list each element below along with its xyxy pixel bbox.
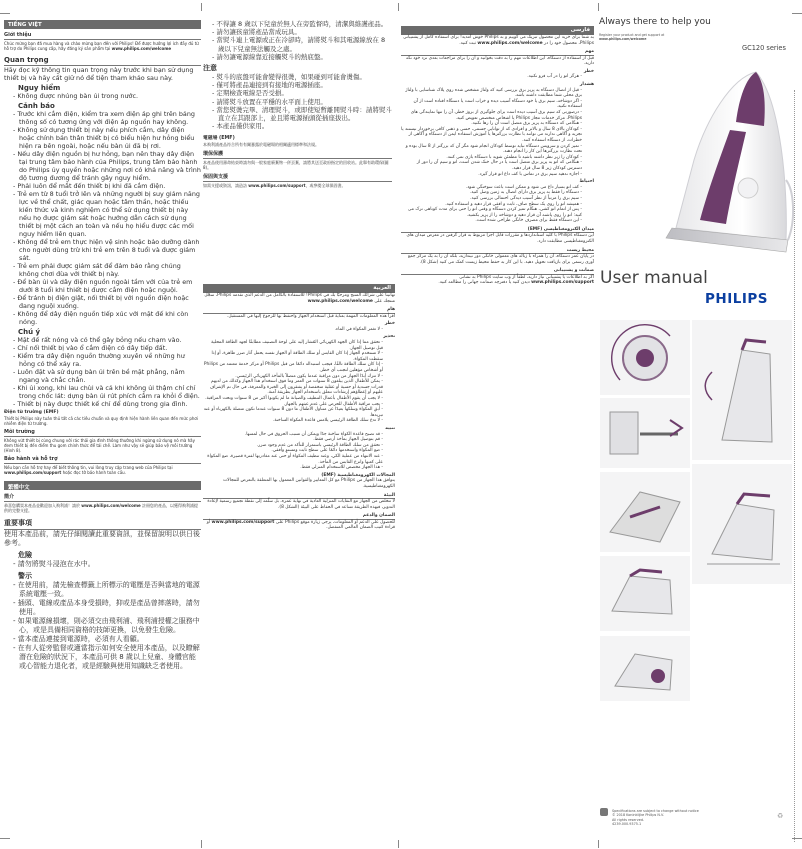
language-bar-vietnamese: TIẾNG VIỆT xyxy=(4,20,201,29)
list-item: - لا يجب أن يقوم الأطفال بأعمال التنظيف والصيانة ما لم يكونوا أكبر من 8 سنوات وتحت المراقبة. xyxy=(203,396,383,402)
warning-title: Cảnh báo xyxy=(18,102,55,110)
list-item: - اگر دوشاخه، سیم برق یا خود دستگاه آسیب دیده و خراب است یا دستگاه افتاده است از آن استفاده نکنید. xyxy=(401,99,582,110)
list-item: - قم بتوصيل الجهاز بمأخذ أرضي فقط. xyxy=(203,437,383,443)
list-item: - 請勿讓電源線靠近接觸熨斗的熱底盤。 xyxy=(218,53,392,61)
environment-heading-zh: 環保保護 xyxy=(203,150,392,159)
list-item: - Thiết bị này được thiết kế chỉ để dùng trong gia đình. xyxy=(19,400,201,408)
list-item: - 如果電源線損壞，則必須交由飛利浦、飛利浦授權之服務中心，或是具備相同資格的技師更換，以免發生危險。 xyxy=(19,617,201,635)
important-heading-zh: 重要事項 xyxy=(4,518,201,530)
list-item: - Không để trẻ em thực hiện vệ sinh hoặc bảo dưỡng dành cho người dùng trừ khi trẻ em trên 8 tuổi và được giám sát. xyxy=(19,238,201,262)
column-persian xyxy=(401,26,594,546)
intro-text: Chúc mừng bạn đã mua hàng và chào mừng bạn đến với Philips! Để được hưởng lợi ích đầy đủ từ hỗ trợ do Philips cung cấp, hãy đăng ký sản phẩm tại www.philips.com/welcome xyxy=(4,41,199,51)
list-item: - 當本產品連接到電源時，必須有人看顧。 xyxy=(19,635,201,644)
list-item: - يجب مراقبة الأطفال للحرص على عدم عبثهم بالجهاز. xyxy=(203,402,383,408)
list-item: - Mặt đế rất nóng và có thể gây bỏng nếu chạm vào. xyxy=(19,336,201,344)
list-item: - لا تترك أبدًا الجهاز من دون مراقبة عندما يكون متصلاً بالمأخذ الكهربائي الرئيسي. xyxy=(203,374,383,380)
environment-text-ar: لا تتخلص من الجهاز مع النفايات المنزلية العادية في نهاية عمره، بل سلّمه إلى نقطة تجميع رسمية لإعادة التدوير، فبهذه الطريقة تساعد في الحفاظ على البيئة (الشكل 8). xyxy=(207,499,395,510)
list-item: - Trước khi cắm điện, kiểm tra xem điện áp ghi trên bảng thông số có tương ứng với điện áp nguồn hay không. xyxy=(19,110,201,126)
list-item: - لا تستخدم الجهاز إذا كان القابس أو سلك الطاقة أو الجهاز نفسه يحمل آثار ضرر ظاهرة، أو إذا سقطت المكواة. xyxy=(203,351,383,362)
important-heading-ar: هام xyxy=(203,307,395,314)
caution-list-zh xyxy=(203,73,392,130)
language-bar-chinese: 繁體中文 xyxy=(4,481,201,490)
list-item: - هنگامی که اتو به پریز برق متصل است یا در حال خنک شدن است، اتو و سیم آن را دور از دسترس کودکان زیر 8 سال قرار دهید. xyxy=(401,160,582,171)
emf-text: Thiết bị Philips này tuân thủ tất cả các tiêu chuẩn và quy định hiện hành liên quan đến mức phơi nhiễm điện từ trường. xyxy=(4,416,198,426)
environment-heading-ar: البيئة xyxy=(203,493,395,500)
guarantee-text-fa: اگر به اطلاعات یا پشتیبانی نیاز دارید، لطفاً از وب سایت Philips به نشانی www.philips.com/support دیدن کنید یا دفترچه ضمانت جهانی را مطالعه کنید. xyxy=(438,274,594,286)
list-item: - لا تغمر المكواة في الماء. xyxy=(203,327,383,333)
column-vietnamese xyxy=(4,20,201,846)
environment-heading: Môi trường xyxy=(4,429,201,437)
danger-title-fa: خطر xyxy=(583,68,594,74)
list-item: - 僅可將產品連接到有接地的電源插座。 xyxy=(218,81,392,89)
environment-text-zh: 本產品使用壽命結束時請勿與一般家庭廢棄物一併丟棄，請將其送至政府指定的回收站。此舉有助環保(圖 8)。 xyxy=(203,160,389,171)
list-item: - 當您熨燙完畢、清理熨斗，或即使短暫離開熨斗時：請將熨斗直立在其跟部上，並且將電源插頭從插座拔出。 xyxy=(218,106,392,122)
list-item: - 本產品僅供家用。 xyxy=(218,122,392,130)
crop-mark xyxy=(398,3,399,11)
guarantee-text: Nếu bạn cần hỗ trợ hay để biết thông tin, vui lòng truy cập trang web của Philips tại www.philips.com/support hoặc đọc tờ bảo hành toàn cầu. xyxy=(4,465,173,475)
guarantee-heading-ar: الضمان والدعم xyxy=(203,513,395,520)
list-item: - 不得讓 8 歲以下兒童於無人在旁監督時，清潔與維護產品。 xyxy=(218,20,392,28)
warning-list-zh xyxy=(4,581,201,671)
crop-mark xyxy=(201,3,202,11)
warning-list xyxy=(4,110,201,326)
list-item: - کودکان را زیر نظر داشته باشید تا مطمئن شوید با دستگاه بازی نمی کنند. xyxy=(401,155,582,161)
important-text-zh: 使用本產品前，請先仔細閱讀此重要資訊，並保留說明以供日後參考。 xyxy=(4,530,200,547)
list-item: - قبل از اتصال دستگاه به پریز برق بررسی کنید که ولتاژ مشخص شده روی پلاک شناسایی با ولتاژ برق محلی شما مطابقت داشته باشد. xyxy=(401,88,582,99)
caution-title: Chú ý xyxy=(18,328,41,336)
list-item: - Không được nhúng bàn ủi trong nước. xyxy=(19,92,201,100)
list-item: - Trẻ em phải được giám sát để đảm bảo rằng chúng không chơi đùa với thiết bị này. xyxy=(19,262,201,278)
crop-mark xyxy=(792,13,802,14)
register-line: Register your product and get support at www.philips.com/welcome xyxy=(599,33,665,41)
warning-title-fa: هشدار xyxy=(579,82,594,88)
user-manual-title: User manual xyxy=(600,268,708,288)
list-item: - Để tránh bị điện giật, nối thiết bị với nguồn điện hoặc đang nguội xuống. xyxy=(19,294,201,310)
caution-title-zh: 注意 xyxy=(203,64,217,73)
list-item: - پس از اتمام اتو کشی، هنگام تمیز کردن دستگاه و وقتی اتو را حتی برای مدت کوتاهی ترک می کنید: اتو را روی پاشنه آن قرار دهید و دوشاخه را از پریز بکشید. xyxy=(401,207,582,218)
important-text-fa: قبل از استفاده از دستگاه، این اطلاعات مهم را به دقت بخوانید و آن را برای مراجعات بعدی نزد خود نگه دارید. xyxy=(405,55,594,67)
list-item: - Để bàn ủi và dây điện nguồn ngoài tầm với của trẻ em dưới 8 tuổi khi thiết bị được cắm điện hoặc nguội. xyxy=(19,278,201,294)
column-arabic xyxy=(203,284,395,764)
caution-title-fa: احتیاط xyxy=(579,179,594,185)
list-item: - 熨斗的底盤可能會變得很燙，如果碰到可能會燙傷。 xyxy=(218,73,392,81)
warning-list-fa xyxy=(401,88,594,178)
steam-iron-illustration xyxy=(636,60,796,255)
logo-mark-icon xyxy=(600,808,608,816)
danger-list xyxy=(4,92,201,100)
language-bar-persian: فارسی xyxy=(401,26,594,35)
emf-heading-ar: المجالات الكهرومغناطيسية (EMF) xyxy=(321,472,395,478)
list-item: - کودکان بالای 8 سال و بالاتر و افرادی که از توانایی جسمی، حسی و ذهنی کافی برخوردار نیستند یا تجربه و آگاهی ندارند می توانند با نظارت بزرگترها یا آموزش استفاده ایمن از دستگاه و آگاهی از خطرات، از دستگاه استفاده کنند. xyxy=(401,127,582,144)
language-bar-arabic: العربية xyxy=(203,284,395,293)
list-item: - Không sử dụng thiết bị này nếu phích cắm, dây điện hoặc chính bản thân thiết bị có biểu hiện hư hỏng biểu hiện ra bên ngoài, hoặc nếu bàn ủi đã bị rơi. xyxy=(19,126,201,150)
intro-heading-zh: 簡介 xyxy=(4,493,201,502)
list-item: - 請勿讓孩童將產品當成玩具。 xyxy=(218,28,392,36)
danger-title: Nguy hiểm xyxy=(18,84,61,92)
emf-heading: Điện từ trường (EMF) xyxy=(4,410,59,415)
list-item: - هنگامی که دستگاه به پریز برق متصل است آن را رها نکنید. xyxy=(401,121,582,127)
guarantee-text-ar: للحصول على الدعم أو المعلومات، يرجى زيارة موقع Philips على www.philips.com/support أو قراءة كتيب الضمان العالمي المنفصل. xyxy=(206,519,395,531)
important-text: Hãy đọc kỹ thông tin quan trọng này trước khi bạn sử dụng thiết bị và hãy cất giữ nó để tiện tham khảo sau này. xyxy=(4,66,194,82)
list-item: - عند الانتهاء من عملية الكي، وعند تنظيف المكواة أو حتى عند مغادرتها لفترة قصيرة، ضع المكواة على كعبها وانزع القابس من المأخذ. xyxy=(203,454,383,465)
list-item: - Trẻ em từ 8 tuổi trở lên và những người bị suy giảm năng lực về thể chất, giác quan hoặc tâm thần, hoặc thiếu kiến thức và kinh nghiệm có thể sử dụng thiết bị này nếu họ được giám sát hoặc hướng dẫn cách sử dụng thiết bị một cách an toàn và nếu họ hiểu được các mối nguy hiểm liên quan. xyxy=(19,190,201,238)
warning-title-ar: تحذير xyxy=(383,334,395,340)
specifications-note: Specifications are subject to change without notice © 2018 Koninklijke Philips N.V. All rights reserved. 4239.000.9375.1 xyxy=(612,809,699,826)
emf-text-ar: يتوافق هذا الجهاز من Philips مع كل المعايير والقوانين المعمول بها المتعلقة بالتعرض للمجالات الكهرومغناطيسية. xyxy=(222,478,395,489)
crop-mark xyxy=(201,840,202,848)
caution-list-fa xyxy=(401,185,594,224)
tagline: Always there to help you xyxy=(599,17,711,27)
list-item: - يمكن للأطفال الذين يبلغون 8 سنوات من العمر وما فوق استخدام هذا الجهاز وكذلك من لديهم قدرات جسدية أو حسية أو عقلية منخفضة أو يفتقرون إلى الخبرة والمعرفة، في حال تم الإشراف عليهم أو إعطاؤهم إرشادات تتعلق باستخدام الجهاز بطريقة آمنة. xyxy=(203,379,383,396)
emf-heading-fa: میدان الکترومغناطیسی (EMF) xyxy=(401,227,594,234)
figure-ironing-fabric xyxy=(600,472,690,552)
list-item: - هذا الجهاز مخصص للاستخدام المنزلي فقط. xyxy=(203,465,383,471)
list-item: - Luôn đặt và sử dụng bàn ủi trên bề mặt phẳng, nằm ngang và chắc chắn. xyxy=(19,368,201,384)
intro-text-ar: تهانينا على شرائك المنتج ومرحبًا بك في Philips! للاستفادة بالكامل من الدعم الذي تقدمه Philips، سجّل منتجك على www.philips.com/welcome xyxy=(204,293,395,304)
list-item: - ضع المكواة واستخدمها دائمًا على سطح ثابت ومستوٍ وأفقي. xyxy=(203,448,383,454)
list-item: - 定期檢查電線是否受損。 xyxy=(218,89,392,97)
important-text-ar: اقرأ هذه المعلومات المهمة بعناية قبل استخدام الجهاز واحتفظ بها للرجوع إليها في المستقبل. xyxy=(226,313,395,319)
guarantee-heading-fa: ضمانت و پشتیبانی xyxy=(401,268,594,275)
emf-heading-zh: 電磁場 (EMF) xyxy=(203,136,235,142)
guarantee-text-zh: 如需支援或資訊，請造訪 www.philips.com/support，或參閱全球保固書。 xyxy=(203,183,346,189)
crop-mark xyxy=(398,840,399,848)
important-heading-fa: مهم xyxy=(401,49,594,56)
danger-list-zh xyxy=(4,560,201,569)
list-item: - سیم برق را مرتباً از نظر آسیب دیدگی احتمالی بررسی کنید. xyxy=(401,196,582,202)
list-item: - 當熨斗連上電源或正在冷卻時，請將熨斗和其電源線放在 8 歲以下兒童無法觸及之處。 xyxy=(218,36,392,52)
crop-mark xyxy=(598,3,599,11)
warning-list-zh-cont xyxy=(203,20,392,61)
list-item: - تحقق مما إذا كان الجهد الكهربائي المُشار إليه على لوحة التصنيف مطابقًا لجهد الطاقة المحلية قبل توصيل الجهاز. xyxy=(203,340,383,351)
environment-heading-fa: محیط زیست xyxy=(401,248,594,255)
caution-list-ar xyxy=(203,432,395,471)
guarantee-heading-zh: 保固與支援 xyxy=(203,173,392,182)
important-heading: Quan trọng xyxy=(4,56,201,66)
guarantee-heading: Bảo hành và hỗ trợ xyxy=(4,456,201,464)
list-item: - این دستگاه فقط برای مصرف خانگی طراحی شده است. xyxy=(401,218,582,224)
list-item: - Phải luôn để mắt đến thiết bị khi đã cắm điện. xyxy=(19,182,201,190)
crop-mark xyxy=(0,13,10,14)
recycle-icon: ♻ xyxy=(777,812,784,820)
list-item: - Không để dây điện nguồn tiếp xúc với mặt đế khi còn nóng. xyxy=(19,310,201,326)
danger-title-zh: 危險 xyxy=(18,551,32,559)
list-item: - همیشه اتو را روی یک سطح صاف، ثابت و افقی قرار دهید و استفاده کنید. xyxy=(401,202,582,208)
list-item: - Khi ủi xong, khi lau chùi và cả khi không ủi thậm chí chỉ trong chốc lát: dựng bàn ủi rút phích cắm ra khỏi ổ điện. xyxy=(19,384,201,400)
figure-cooldown xyxy=(692,320,792,460)
danger-list-ar xyxy=(203,327,395,333)
figure-unplug xyxy=(600,398,690,468)
list-item: - هرگز اتو را در آب فرو نکنید. xyxy=(401,74,582,80)
figure-temperature-dial xyxy=(600,320,690,395)
warning-list-ar xyxy=(203,340,395,424)
emf-text-fa: این دستگاه Philips با کلیه استانداردها و مقررات قابل اجرا مربوط به قرار گرفتن در معرض میدان های الکترومغناطیسی مطابقت دارد. xyxy=(406,233,594,244)
figure-iron-plugged xyxy=(600,556,690,631)
caution-list xyxy=(4,336,201,408)
philips-logo: PHILIPS xyxy=(705,291,768,307)
list-item: - Nếu dây điện nguồn bị hư hỏng, bạn nên thay dây điện tại trung tâm bảo hành của Philips, trung tâm bảo hành do Philips ủy quyền hoặc những nơi có khả năng và trình độ tương đương để tránh gây nguy hiểm. xyxy=(19,150,201,182)
list-item: - تحقق من سلك الطاقة الرئيسي باستمرار للتأكد من عدم وجود ضرر. xyxy=(203,443,383,449)
caution-title-ar: تنبيه xyxy=(385,425,395,431)
list-item: - کف اتو بسیار داغ می شود و ممکن است باعث سوختگی شود. xyxy=(401,185,582,191)
crop-mark xyxy=(598,840,599,848)
list-item: - 在有人從旁監督或適當指示如何安全使用本產品，以及瞭解潛在危險的狀況下，本產品可供 8 歲以上兒童、身體官能或心智能力退化者，或是經驗與使用知識缺乏者使用。 xyxy=(19,644,201,671)
environment-text: Không vứt thiết bị cùng chung với rác thải gia đình thông thường khi ngừng sử dụng nó mà hãy đem thiết bị đến điểm thu gom chính thức để tái chế. Làm như vậy sẽ giúp bảo vệ môi trường (Hình 8). xyxy=(4,438,195,453)
list-item: - إذا كان سلك الطاقة تالفًا، فيجب استبداله دائمًا من قبل Philips أو مركز خدمة معتمد من Philips أو أشخاص مؤهلين لتجنب أي خطر. xyxy=(203,362,383,373)
emf-text-zh: 本飛利浦產品符合所有有關暴露於電磁場的相關適用標準和法規。 xyxy=(203,142,319,148)
intro-heading: Giới thiệu xyxy=(4,32,201,40)
list-item: - أبقِ المكواة وسلكها بعيدًا عن متناول الأطفال ما دون 8 سنوات عندما تكون متصلة بالكهرباء أو عند تبريدها. xyxy=(203,407,383,418)
list-item: - اجازه ندهید سیم برق در تماس با کف داغ اتو قرار گیرد. xyxy=(401,172,582,178)
danger-list-fa xyxy=(401,74,594,80)
series-label: GC120 series xyxy=(742,44,786,52)
list-item: - 在使用前，請先檢查標籤上所標示的電壓是否與當地的電源系統電壓一致。 xyxy=(19,581,201,599)
danger-title-ar: خطر xyxy=(384,321,395,327)
list-item: - تمیز کردن و سرویس دستگاه نباید توسط کودکان انجام شود مگر آن که بزرگتر از 8 سال بوده و تحت نظارت بزرگترها این کار را انجام دهند. xyxy=(401,144,582,155)
figure-storage xyxy=(692,464,792,584)
list-item: - قد تصبح قاعدة الكواة ساخنة جدًا ويمكن أن تسبب الحروق في حال لمسها. xyxy=(203,432,383,438)
list-item: - 插頭、電線或產品本身受損時，抑或是產品曾摔落時，請勿使用。 xyxy=(19,599,201,617)
list-item: - دستگاه را فقط به پریز برق دارای اتصال به زمین وصل کنید. xyxy=(401,190,582,196)
list-item: - Chỉ nối thiết bị vào ổ cắm điện có dây tiếp đất. xyxy=(19,344,201,352)
figure-cleaning xyxy=(600,636,690,701)
list-item: - لا تدع سلك الطاقة الرئيسي يلامس قاعدة المكواة الساخنة. xyxy=(203,418,383,424)
warning-title-zh: 警示 xyxy=(18,572,32,580)
intro-text-fa: به شما برای خرید این محصول تبریک می گوییم و به Philips خوش آمدید! برای استفاده کامل از پشتیبانی Philips، محصول خود را در www.philips.com/welcome ثبت کنید. xyxy=(403,35,594,46)
intro-text-zh: 恭喜您購買本產品並歡迎加入飛利浦！請於 www.philips.com/welcome 註冊您的產品，以獲得飛利浦提供的完整支援。 xyxy=(4,503,199,513)
environment-text-fa: در پایان عمر دستگاه، آن را همراه با زباله های معمولی خانگی دور نیندازید، بلکه آن را به یک مرکز جمع آوری رسمی برای بازیافت تحویل دهید. با این کار به حفظ محیط زیست کمک می کنید (شکل 8). xyxy=(407,254,594,265)
list-item: - 請將熨斗放置在平穩的水平面上使用。 xyxy=(218,98,392,106)
list-item: - 請勿將熨斗浸泡在水中。 xyxy=(19,560,201,569)
list-item: - درصورتی که سیم برق آسیب دیده است برای جلوگیری از بروز خطر، آن را تنها نمایندگی های Philips، مرکز خدمات مجاز Philips یا اشخاص متخصص تعویض کنید. xyxy=(401,110,582,121)
list-item: - Kiểm tra dây điện nguồn thường xuyên về những hư hỏng có thể xảy ra. xyxy=(19,352,201,368)
